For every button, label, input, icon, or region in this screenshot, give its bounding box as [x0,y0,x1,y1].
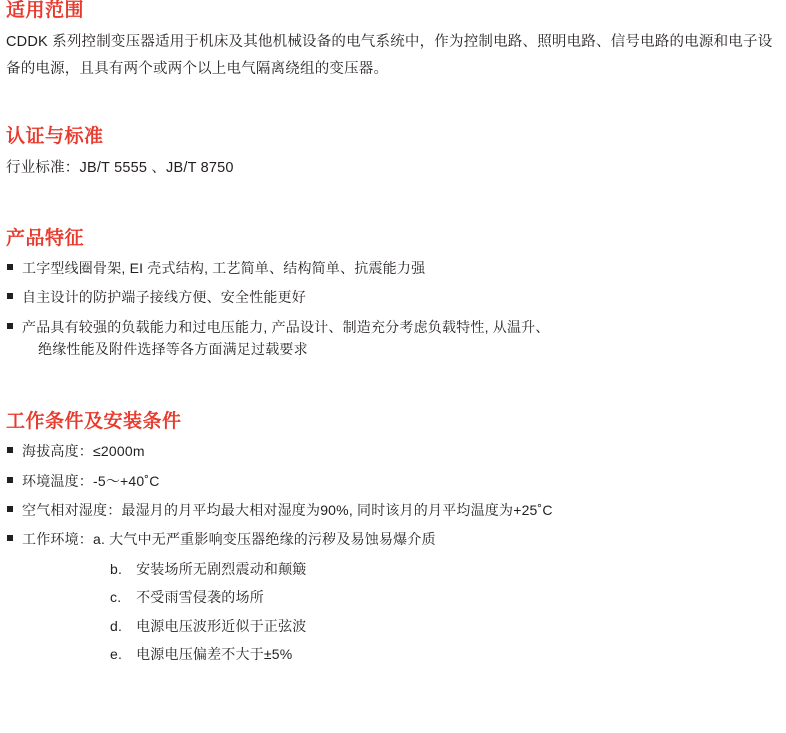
list-item [6,286,780,308]
list-item-text: 产品具有较强的负载能力和过电压能力, 产品设计、制造充分考虑负载特性, 从温升、 [22,318,550,335]
square-bullet-icon [7,477,13,483]
sub-list-item-label: d. [110,617,123,634]
list-item [6,470,780,492]
operating-conditions-list [6,440,780,551]
list-item-text: 海拔高度：≤2000m [22,443,145,460]
square-bullet-icon [7,447,13,453]
list-item [6,316,780,361]
square-bullet-icon [7,264,13,270]
sub-list-item [6,558,780,580]
section-scope-title-wrap [6,0,780,23]
section-features-title-wrap [6,228,780,251]
spacer-3 [0,367,786,411]
list-item [6,257,780,279]
features-list [6,257,780,361]
list-item-text: 工字型线圈骨架, EI 壳式结构, 工艺简单、结构简单、抗震能力强 [22,259,426,276]
section-standards-paragraph: 行业标准：JB/T 5555 、JB/T 8750 [6,160,234,177]
sub-list-item-label: e. [110,645,123,662]
section-standards [0,126,786,182]
spacer-1 [0,82,786,126]
sub-list-item [6,586,780,608]
list-item [6,440,780,462]
square-bullet-icon [7,535,13,541]
sub-list-item [6,643,780,665]
sub-list-item-text: 安装场所无剧烈震动和颠簸 [136,560,307,577]
list-item [6,528,780,550]
section-scope-paragraph: CDDK 系列控制变压器适用于机床及其他机械设备的电气系统中，作为控制电路、照明电路、信号电路的电源和电子设备的电源，且具有两个或两个以上电气隔离绕组的变压器。 [6,33,773,77]
section-standards-title-wrap [6,126,780,149]
sub-list-item [6,615,780,637]
section-standards-title: 认证与标准 [6,126,104,148]
section-operating-conditions-title-wrap [6,411,780,434]
section-scope-title: 适用范围 [6,0,85,21]
square-bullet-icon [7,323,13,329]
sub-list-item-text: 电源电压波形近似于正弦波 [136,617,307,634]
section-scope [0,0,786,82]
list-item-text: 环境温度：-5～+40˚C [22,472,160,489]
section-features-title: 产品特征 [6,228,85,250]
sub-list-item-label: b. [110,560,123,577]
list-item-text: 空气相对湿度：最湿月的月平均最大相对湿度为90%, 同时该月的月平均温度为+25˚C [22,501,553,518]
section-operating-conditions-title: 工作条件及安装条件 [6,411,182,433]
list-item [6,499,780,521]
list-item-text: 自主设计的防护端子接线方便、安全性能更好 [22,289,306,306]
sub-list-item-label: c. [110,589,122,606]
list-item-text: 工作环境：a. 大气中无严重影响变压器绝缘的污秽及易蚀易爆介质 [22,531,436,548]
section-operating-conditions [0,411,786,665]
sub-list-item-text: 电源电压偏差不大于±5% [136,645,293,662]
square-bullet-icon [7,506,13,512]
sub-list-item-text: 不受雨雪侵袭的场所 [136,589,264,606]
list-item-text-continued: 绝缘性能及附件选择等各方面满足过载要求 [38,341,308,357]
spacer-2 [0,182,786,228]
section-features [0,228,786,360]
square-bullet-icon [7,293,13,299]
